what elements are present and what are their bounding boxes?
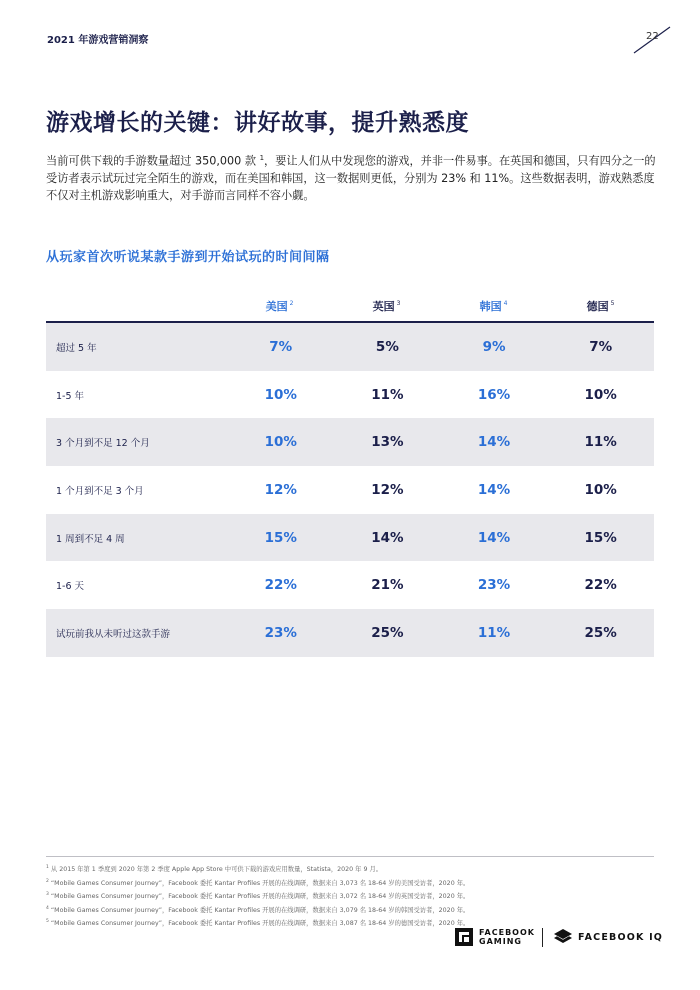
report-title: 2021 年游戏营销洞察	[47, 35, 149, 46]
logo-separator	[542, 928, 543, 947]
cell-us: 12%	[264, 481, 297, 498]
cell-uk: 14%	[371, 529, 404, 546]
cell-kr: 11%	[477, 624, 511, 641]
cell-de: 10%	[584, 481, 617, 498]
facebook-iq-icon	[554, 929, 572, 945]
column-header-de: 德国 $^5$	[586, 299, 615, 313]
cell-us: 22%	[264, 577, 297, 594]
table-row	[46, 371, 654, 419]
cell-de: 22%	[584, 577, 617, 594]
facebook-gaming-logo	[455, 928, 535, 946]
footnote-divider	[46, 856, 654, 857]
row-label: 1-6 天	[56, 581, 85, 593]
row-label: 1-5 年	[56, 390, 85, 402]
cell-de: 7%	[589, 338, 613, 355]
facebook-iq-text: FACEBOOK IQ	[578, 931, 664, 943]
cell-kr: 16%	[477, 386, 511, 403]
row-label: 1 个月到不足 3 个月	[56, 485, 144, 497]
cell-us: 23%	[264, 624, 297, 641]
intro-footnote-ref: 1	[259, 154, 265, 162]
facebook-gaming-icon	[455, 928, 473, 946]
row-label: 超过 5 年	[56, 342, 97, 354]
cell-kr: 23%	[477, 577, 511, 594]
cell-uk: 13%	[371, 434, 404, 451]
column-header-kr: 韩国 $^4$	[479, 299, 508, 313]
facebook-iq-logo	[554, 929, 663, 945]
footnote-item: $^4$ “Mobile Games Consumer Journey”，Facebook 委托 Kantar Profiles 开展的在线调研，数据来自 3,079 名 18-64 岁的韩国受访者，2020 年。	[46, 905, 470, 914]
footnote-item: $^5$ “Mobile Games Consumer Journey”，Facebook 委托 Kantar Profiles 开展的在线调研，数据来自 3,087 名 18-64 岁的德国受访者，2020 年。	[46, 919, 470, 928]
time-gap-table	[46, 290, 654, 657]
footnotes	[46, 862, 656, 930]
page-title: 游戏增长的关键：讲好故事，提升熟悉度	[46, 110, 469, 136]
cell-uk: 25%	[371, 624, 404, 641]
cell-uk: 12%	[371, 481, 404, 498]
table-title: 从玩家首次听说某款手游到开始试玩的时间间隔	[46, 250, 330, 265]
cell-de: 15%	[584, 529, 617, 546]
column-header-uk: 英国 $^3$	[372, 299, 401, 313]
cell-kr: 14%	[477, 434, 511, 451]
table-row	[46, 609, 654, 657]
table-row	[46, 418, 654, 466]
facebook-gaming-text-line2: GAMING	[479, 937, 522, 946]
intro-paragraph	[46, 150, 658, 204]
row-label: 3 个月到不足 12 个月	[56, 438, 150, 450]
cell-uk: 11%	[371, 386, 404, 403]
table-header-row	[46, 290, 654, 323]
row-label: 试玩前我从未听过这款手游	[56, 628, 171, 640]
cell-uk: 5%	[375, 338, 399, 355]
row-label: 1 周到不足 4 周	[56, 533, 125, 545]
footnote-item: $^1$ 从 2015 年第 1 季度到 2020 年第 2 季度 Apple App Store 中可供下载的游戏应用数量，Statista，2020 年 9 月。	[46, 865, 383, 874]
page-number: 22	[646, 31, 659, 42]
footnote-item: $^2$ “Mobile Games Consumer Journey”，Facebook 委托 Kantar Profiles 开展的在线调研，数据来自 3,073 名 18-64 岁的美国受访者，2020 年。	[46, 878, 470, 887]
cell-de: 11%	[584, 434, 617, 451]
table-row	[46, 561, 654, 609]
cell-us: 10%	[264, 386, 297, 403]
cell-de: 25%	[584, 624, 617, 641]
table-row	[46, 514, 654, 562]
facebook-gaming-text-line1: FACEBOOK	[479, 928, 535, 937]
cell-us: 7%	[269, 338, 293, 355]
cell-us: 15%	[264, 529, 297, 546]
cell-us: 10%	[264, 434, 297, 451]
intro-text-part1: 当前可供下载的手游数量超过 350,000 款	[46, 154, 260, 168]
table-row	[46, 466, 654, 514]
cell-kr: 14%	[477, 481, 511, 498]
cell-kr: 9%	[482, 338, 506, 355]
table-row	[46, 323, 654, 371]
cell-kr: 14%	[477, 529, 511, 546]
intro-text-part2: ，要让人们从中发现您的游戏，并非一件易事。在英国和德国，只有四分之一的受访者表示试玩过完全陌生的游戏，而在美国和韩国，这一数据则更低，分别为 23% 和 11%。这些数据表明，游戏熟悉度不仅对主机游戏影响重大，对手游而言同样不容小觑。	[46, 154, 656, 202]
column-header-us: 美国 $^2$	[265, 299, 294, 313]
cell-uk: 21%	[371, 577, 404, 594]
cell-de: 10%	[584, 386, 617, 403]
footnote-item: $^3$ “Mobile Games Consumer Journey”，Facebook 委托 Kantar Profiles 开展的在线调研，数据来自 3,072 名 18-64 岁的英国受访者，2020 年。	[46, 892, 470, 901]
